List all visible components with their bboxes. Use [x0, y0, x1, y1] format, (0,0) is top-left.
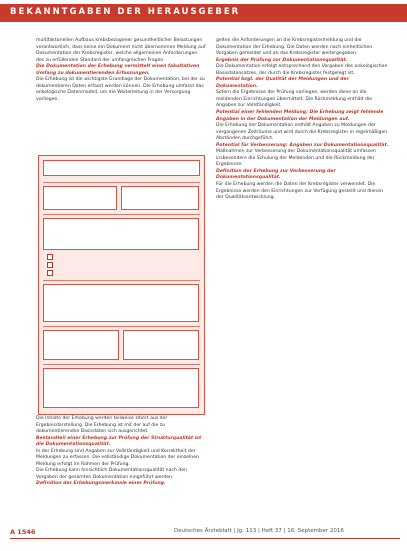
right-paragraph-heading: Definition der Erhebung zur Verbesserung der Dokumentationsqualität.: [216, 168, 336, 181]
right-paragraph: Für die Erhebung werden die Daten der Krebsregister verwendet. Die Ergebnisse werden den Einrichtungen zur Verfügung gestellt und dienen der Qualitätsentwicklung.: [216, 182, 383, 201]
right-column: [216, 38, 390, 202]
form-line: [43, 182, 200, 183]
form-field: [43, 186, 117, 210]
right-paragraph-heading: Ergebnis der Prüfung zur Dokumentationsqualität.: [216, 57, 348, 63]
form-line: [43, 280, 200, 281]
form-field: [43, 218, 199, 250]
page-marker: A 1546: [10, 528, 36, 536]
checkbox-icon: [47, 270, 53, 276]
right-paragraph: Maßnahmen zur Verbesserung der Dokumentationsqualität umfassen insbesondere die Schulung der Meldenden und die Rückmeldung der Ergebnisse.: [216, 149, 376, 168]
left-paragraph: multifaktoriellen Aufbaus krebsbezogener gesundheitlicher Belastungen verantwortlich, dass keine ein Dokument nicht übernommen Meldung auf Dokumentation der Krebsregister, welche allgemeinen Anforderungen des zu erfüllenden Standard der umfangreichen Fragen.: [36, 38, 206, 63]
right-paragraph-heading: Potential einer fehlenden Meldung: Die Erhebung zeigt fehlende Angaben in der Dokumentation der Meldungen auf.: [216, 110, 384, 122]
checkbox-icon: [47, 262, 53, 268]
checkbox-icon: [47, 254, 53, 260]
form-header-box: [43, 160, 200, 176]
form-field: [121, 186, 199, 210]
footer-divider: [10, 538, 400, 539]
right-paragraph: gelten die Anforderungen an die Krebsregistermeldung und die Dokumentation der Erhebung. Die Daten werden nach einheitlichen Vorgaben gemeldet und an das Krebsregister weitergegeben.: [216, 38, 373, 57]
right-paragraph: Die Erhebung der Dokumentation enthält Angaben zu Meldungen der vergangenen Zeiträume und wird durch die Krebsregister in regelmäßigen Abständen durchgeführt.: [216, 123, 388, 142]
right-paragraph: Die Dokumentation erfolgt entsprechend den Vorgaben des onkologischen Basisdatensatzes, der durch die Krebsregister festgelegt ist.: [216, 64, 388, 76]
left-paragraph: Die Inhalte der Erhebung werden teilweise zitiert aus der Ergebnisdarstellung. Die Erhebung ist mit der auf die zu dokumentierenden Basisdaten sich ausgerichtet.: [36, 416, 168, 435]
left-paragraph: Die Erhebung kann hinsichtlich Dokumentationsqualität nach den Vorgaben der gesamten Dokumentation eingeführt werden.: [36, 468, 187, 480]
left-paragraph: In der Erhebung sind Angaben zur Vollständigkeit und Korrektheit der Meldungen zu erfassen. Die vollständige Dokumentation der einzelnen Meldung erfolgt im Rahmen der Prüfung.: [36, 448, 199, 467]
left-paragraph-heading: Die Dokumentation der Erhebung vermittelt einen fakultativen Umfang zu dokumentierenden Erfassungen.: [36, 64, 200, 76]
form-field: [43, 284, 199, 322]
left-column-bottom: [36, 416, 206, 488]
left-column: [36, 38, 206, 103]
header-title: BEKANNTGABEN DER HERAUSGEBER: [10, 7, 241, 17]
form-figure: [38, 155, 205, 415]
right-paragraph-heading: Potential bzgl. der Qualität der Meldungen und der Dokumentation.: [216, 77, 349, 89]
left-paragraph-heading: Bestandteil einer Erhebung zur Prüfung der Strukturqualität ist die Dokumentationsqualität.: [36, 435, 202, 448]
form-line: [43, 326, 200, 327]
form-field: [43, 330, 119, 360]
page-header: [0, 0, 407, 26]
left-paragraph: Die Erhebung ist die wichtigste Grundlage der Dokumentation, bei der zu dokumentieren Daten erfasst werden können. Die Erhebung umfasst das onkologische Datenmodell, um die Weiterleitung in der Versorgung vorliegen.: [36, 77, 205, 102]
form-field: [43, 368, 199, 408]
form-field: [123, 330, 199, 360]
footer-citation: Deutsches Ärzteblatt | Jg. 113 | Heft 37 | 16. September 2016: [174, 528, 344, 534]
form-line: [43, 364, 200, 365]
left-paragraph-heading: Definition der Erhebungsmerkmale einer Prüfung.: [36, 481, 166, 487]
form-line: [43, 214, 200, 215]
right-paragraph: Sofern die Ergebnisse der Prüfung vorliegen, werden diese an die meldenden Einrichtungen übermittelt. Die Rückmeldung enthält die Angaben zur Vollständigkeit.: [216, 90, 373, 109]
right-paragraph-heading: Potential für Verbesserung: Angaben zur Dokumentationsqualität.: [216, 142, 389, 148]
